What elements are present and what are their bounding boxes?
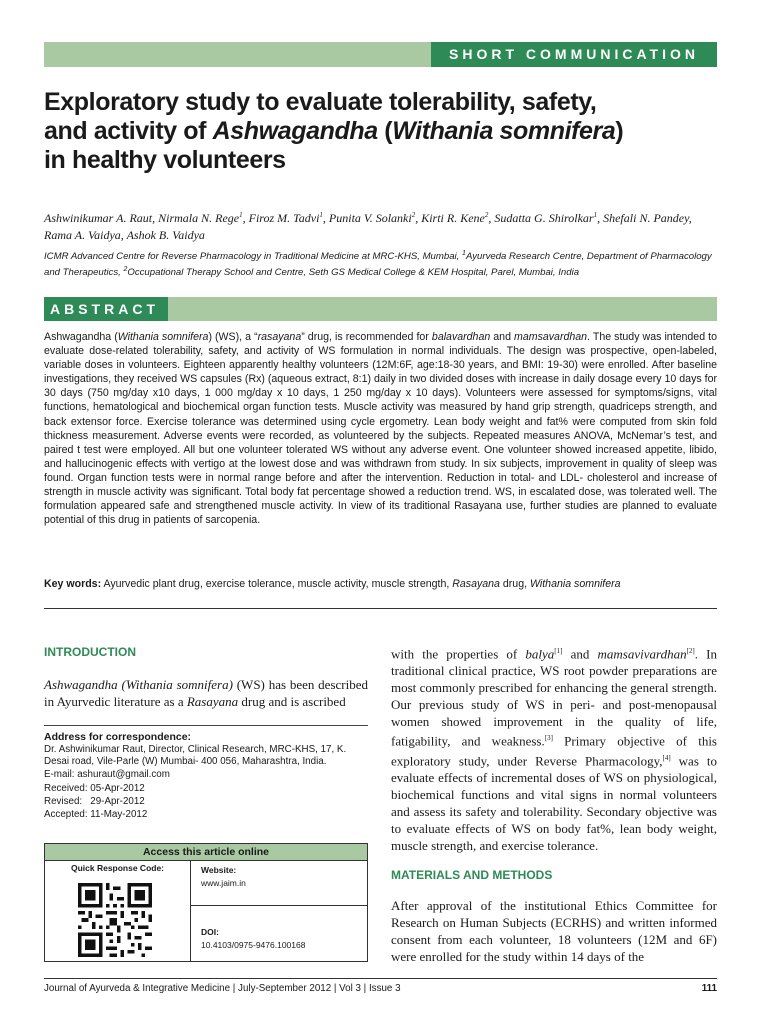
page-number: 111 <box>701 983 717 994</box>
abstract-banner <box>44 297 717 321</box>
introduction-continued: with the properties of balya[1] and mamsavivardhan[2]. In traditional clinical practice, WS root powder preparations are most commonly prescribed for enhancing the general strength. Our previous study of WS in peri- and post-menopausal women showed improvement in the quality of life, fatigability, and weakness.[3] Primary objective of this exploratory study, under Reverse Pharmacology,[4] was to evaluate effects of incremental doses of WS on physiological, biochemical functions and vital signs in normal volunteers and assess its safety and tolerability. Secondary objective was to evaluate effects of WS on body fat%, lean body weight, muscle strength, and exercise tolerance. <box>391 646 717 853</box>
abstract-label: ABSTRACT <box>44 297 168 321</box>
correspondence-address: Dr. Ashwinikumar Raut, Director, Clinical Research, MRC-KHS, 17, K. Desai road, Vile-Parle (W) Mumbai- 400 056, Maharashtra, India. <box>44 743 347 768</box>
article-title <box>44 88 724 175</box>
online-access-box <box>44 843 368 962</box>
title-line-1: Exploratory study to evaluate tolerability, safety, <box>44 88 597 116</box>
page-footer <box>44 983 717 994</box>
title-line-3: in healthy volunteers <box>44 146 286 174</box>
received-date: Received: 05-Apr-2012 <box>44 783 145 795</box>
materials-methods-heading: MATERIALS AND METHODS <box>391 868 553 882</box>
accepted-date: Accepted: 11-May-2012 <box>44 808 148 820</box>
title-line-2: and activity of Ashwagandha (Withania somnifera) <box>44 117 624 145</box>
footer-divider <box>44 978 717 979</box>
website-info <box>201 864 246 890</box>
introduction-heading: INTRODUCTION <box>44 645 136 659</box>
qr-column <box>45 861 191 961</box>
abstract-text: Ashwagandha (Withania somnifera) (WS), a “rasayana” drug, is recommended for balavardhan and mamsavardhan. The study was intended to evaluate dose-related tolerability, safety, and activity of WS formulation in normal individuals. The design was prospective, open-labeled, variable doses in volunteers. Eighteen apparently healthy volunteers (12M:6F, age:18-30 years, and BMI: 19-30) were enrolled. After baseline investigations, they received WS capsules (Rx) (aqueous extract, 8:1) daily in two divided doses with increase in daily dosage every 10 days for 30 days (750 mg/day x10 days, 1 000 mg/day x 10 days, 1 250 mg/day x 10 days). Volunteers were assessed for symptoms/signs, vital functions, hematological and biochemical organ function tests. Muscle activity was measured by hand grip strength, quadriceps strength, and back extensor force. Exercise tolerance was determined using cycle ergometry. Lean body weight and fat% were computed from skin fold thickness measurement. Adverse events were recorded, as volunteered by the subjects. Repeated measures ANOVA, McNemar’s test, and paired t test were employed. All but one volunteer tolerated WS without any adverse event. One volunteer showed increased appetite, libido, and hallucinogenic effects with vertigo at the lowest dose and was withdrawn from study. In six subjects, improvement in quality of sleep was found. Organ function tests were in normal range before and after the intervention. Reduction in total- and LDL- cholesterol and increase of strength in muscle activity was significant. Total body fat percentage showed a reduction trend. WS, in escalated dose, was tolerated well. The formulation appeared safe and strengthened muscle activity. In view of its traditional Rasayana use, further studies are planned to evaluate potential of this drug in patients of sarcopenia. <box>44 331 717 527</box>
online-access-header: Access this article online <box>45 844 367 861</box>
correspondence-divider <box>44 725 368 726</box>
website-divider <box>191 905 367 906</box>
introduction-text: Ashwagandha (Withania somnifera) (WS) has been described in Ayurvedic literature as a Rasayana drug and is ascribed <box>44 677 368 709</box>
correspondence-block <box>44 731 368 821</box>
keywords: Key words: Ayurvedic plant drug, exercise tolerance, muscle activity, muscle strength, Rasayana drug, Withania somnifera <box>44 578 621 590</box>
section-label: SHORT COMMUNICATION <box>431 42 717 67</box>
website-label: Website: <box>201 865 237 875</box>
author-list: Ashwinikumar A. Raut, Nirmala N. Rege$^1$, Firoz M. Tadvi$^1$, Punita V. Solanki$^2$, Kirti R. Kene$^2$, Sudatta G. Shirolkar$^1$, Shefali N. Pandey, Rama A. Vaidya, Ashok B. Vaidya <box>44 211 692 242</box>
doi-info <box>201 926 305 952</box>
revised-date: Revised: 29-Apr-2012 <box>44 795 145 807</box>
doi-label: DOI: <box>201 927 219 937</box>
doi-link[interactable]: 10.4103/0975-9476.100168 <box>201 940 306 950</box>
website-link[interactable]: www.jaim.in <box>201 878 246 888</box>
correspondence-label: Address for correspondence: <box>44 731 192 743</box>
correspondence-email[interactable]: E-mail: ashuraut@gmail.com <box>44 768 170 780</box>
affiliations: ICMR Advanced Centre for Reverse Pharmacology in Traditional Medicine at MRC-KHS, Mumbai, $^1$Ayurveda Research Centre, Department of Pharmacology and Therapeutics, $^2$Occupational Therapy School and Centre, Seth GS Medical College & KEM Hospital, Parel, Mumbai, India <box>44 250 712 279</box>
keywords-divider <box>44 608 717 609</box>
section-banner <box>44 42 717 67</box>
qr-code-icon[interactable] <box>78 883 152 957</box>
journal-info: Journal of Ayurveda & Integrative Medicine | July-September 2012 | Vol 3 | Issue 3 <box>44 983 401 994</box>
qr-label: Quick Response Code: <box>70 863 165 873</box>
materials-methods-text: After approval of the institutional Ethics Committee for Research on Human Subjects (ECRHS) and written informed consent from each volunteer, 18 volunteers (12M and 6F) were enrolled for the study within 14 days of the <box>391 898 717 964</box>
